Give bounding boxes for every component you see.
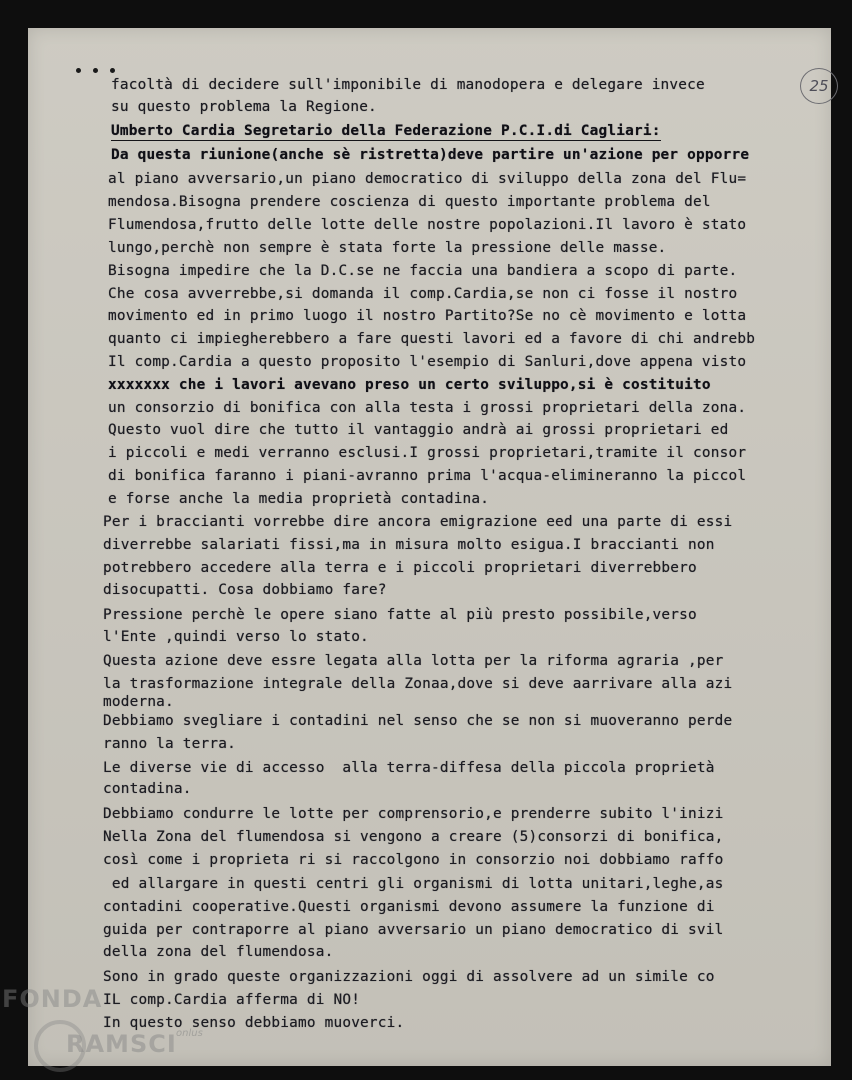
text-line: l'Ente ,quindi verso lo stato. <box>103 629 369 645</box>
handwritten-page-number: 25 <box>800 68 838 104</box>
text-line: Nella Zona del flumendosa si vengono a creare (5)consorzi di bonifica, <box>103 829 724 845</box>
text-line: Sono in grado queste organizzazioni oggi di assolvere ad un simile co <box>103 969 715 985</box>
text-line: mendosa.Bisogna prendere coscienza di questo importante problema del <box>108 194 711 210</box>
text-line: così come i proprieta ri si raccolgono in consorzio noi dobbiamo raffo <box>103 852 724 868</box>
text-line: facoltà di decidere sull'imponibile di manodopera e delegare invece <box>111 77 705 93</box>
punch-hole-icon <box>93 68 98 73</box>
text-line: e forse anche la media proprietà contadina. <box>108 491 490 507</box>
punch-hole-icon <box>110 68 115 73</box>
text-line: contadini cooperative.Questi organismi devono assumere la funzione di <box>103 899 715 915</box>
text-line: su questo problema la Regione. <box>111 99 377 115</box>
watermark-foundation-name: FONDA <box>2 985 103 1013</box>
text-line: quanto ci impiegherebbero a fare questi lavori ed a favore di chi andrebb <box>108 331 756 347</box>
text-line: Da questa riunione(anche sè ristretta)deve partire un'azione per opporre <box>111 147 750 163</box>
text-line: Flumendosa,frutto delle lotte delle nostre popolazioni.Il lavoro è stato <box>108 217 747 233</box>
text-line: guida per contraporre al piano avversario un piano democratico di svil <box>103 922 724 938</box>
text-line: Debbiamo condurre le lotte per comprensorio,e prenderre subito l'inizi <box>103 806 724 822</box>
text-line: Per i braccianti vorrebbe dire ancora emigrazione eed una parte di essi <box>103 514 733 530</box>
text-line: moderna. <box>103 694 174 710</box>
text-line: Le diverse vie di accesso alla terra-diffesa della piccola proprietà <box>103 760 715 776</box>
text-line: Questa azione deve essre legata alla lotta per la riforma agraria ,per <box>103 653 724 669</box>
text-line: Bisogna impedire che la D.C.se ne faccia una bandiera a scopo di parte. <box>108 263 738 279</box>
text-line: ed allargare in questi centri gli organismi di lotta unitari,leghe,as <box>103 876 724 892</box>
text-line: Pressione perchè le opere siano fatte al più presto possibile,verso <box>103 607 697 623</box>
text-line: Questo vuol dire che tutto il vantaggio andrà ai grossi proprietari ed <box>108 422 729 438</box>
text-line: i piccoli e medi verranno esclusi.I grossi proprietari,tramite il consor <box>108 445 747 461</box>
text-line: disocupatti. Cosa dobbiamo fare? <box>103 582 387 598</box>
text-line: movimento ed in primo luogo il nostro Partito?Se no cè movimento e lotta <box>108 308 747 324</box>
text-line: Che cosa avverrebbe,si domanda il comp.Cardia,se non ci fosse il nostro <box>108 286 738 302</box>
text-line: al piano avversario,un piano democratico di sviluppo della zona del Flu= <box>108 171 747 187</box>
text-line: di bonifica faranno i piani-avranno prima l'acqua-elimineranno la piccol <box>108 468 747 484</box>
text-line: In questo senso debbiamo muoverci. <box>103 1015 405 1031</box>
text-line: xxxxxxx che i lavori avevano preso un certo sviluppo,si è costituito <box>108 377 711 393</box>
text-line: diverrebbe salariati fissi,ma in misura molto esigua.I braccianti non <box>103 537 715 553</box>
text-line: un consorzio di bonifica con alla testa i grossi proprietari della zona. <box>108 400 747 416</box>
speaker-heading <box>111 122 661 140</box>
text-line: Il comp.Cardia a questo proposito l'esempio di Sanluri,dove appena visto <box>108 354 747 370</box>
text-line: Debbiamo svegliare i contadini nel senso che se non si muoveranno perde <box>103 713 733 729</box>
text-line: lungo,perchè non sempre è stata forte la pressione delle masse. <box>108 240 667 256</box>
speaker-heading-text: Umberto Cardia Segretario della Federazione P.C.I.di Cagliari: <box>111 123 661 139</box>
text-line: IL comp.Cardia afferma di NO! <box>103 992 361 1008</box>
text-line: ranno la terra. <box>103 736 236 752</box>
punch-hole-icon <box>76 68 81 73</box>
watermark-foundation-name-2: RAMSCI <box>66 1030 177 1058</box>
punch-holes <box>76 68 115 73</box>
text-line: la trasformazione integrale della Zonaa,dove si deve aarrivare alla azi <box>103 676 733 692</box>
text-line: contadina. <box>103 781 192 797</box>
watermark-onlus: onlus <box>176 1028 203 1039</box>
text-line: della zona del flumendosa. <box>103 944 334 960</box>
text-line: potrebbero accedere alla terra e i piccoli proprietari diverrebbero <box>103 560 697 576</box>
